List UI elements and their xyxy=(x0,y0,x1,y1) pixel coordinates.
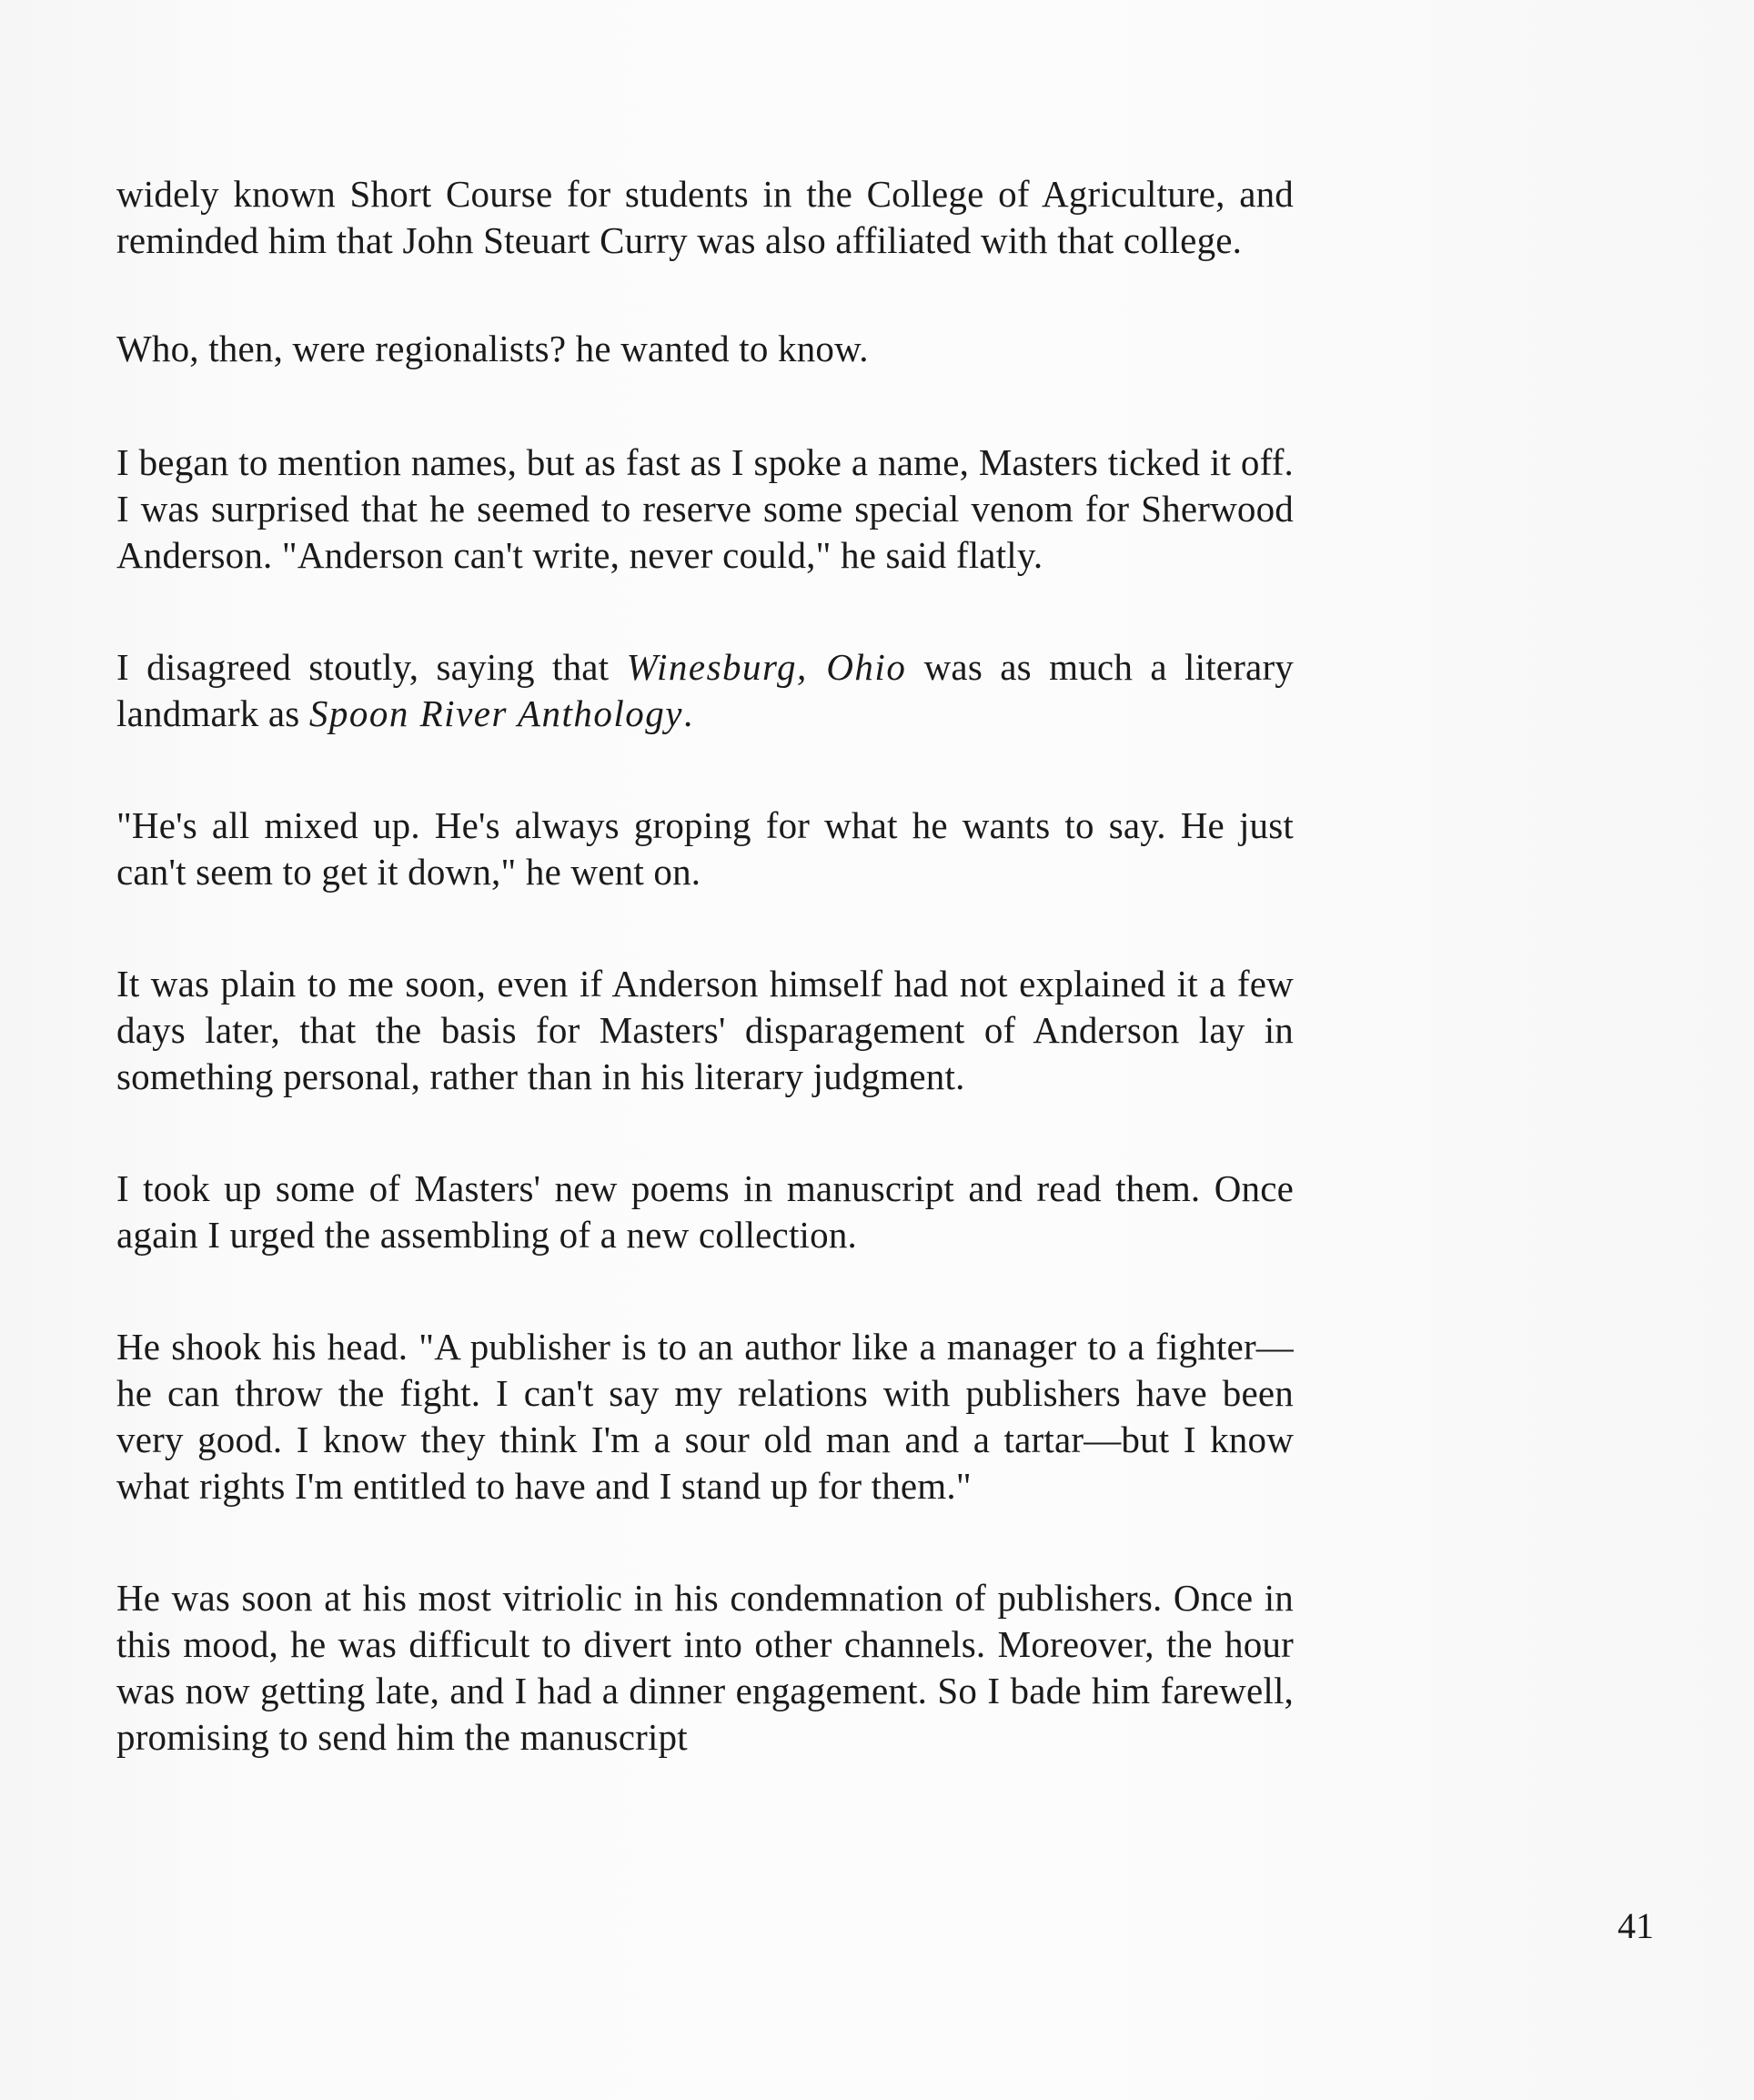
paragraph-3: I began to mention names, but as fast as I spoke a name, Masters ticked it off. I was surprised that he seemed to reserve some special venom for Sherwood Anderson. "Anderson can't write, never could," he said flatly. xyxy=(116,441,1294,576)
paragraph-4 xyxy=(116,644,1294,737)
paragraph-4-after: . xyxy=(682,692,693,734)
page-number: 41 xyxy=(1618,1905,1654,1946)
paragraph-2: Who, then, were regionalists? he wanted to know. xyxy=(116,328,869,369)
paragraph-1: widely known Short Course for students in the College of Agriculture, and reminded him that John Steuart Curry was also affiliated with that college. xyxy=(116,173,1294,261)
book-title-winesburg: Winesburg, Ohio xyxy=(626,646,907,688)
paragraph-8: He shook his head. "A publisher is to an author like a manager to a fighter—he can throw the fight. I can't say my relations with publishers have been very good. I know they think I'm a sour old man and a tartar—but I know what rights I'm entitled to have and I stand up for them." xyxy=(116,1326,1294,1507)
paragraph-7: I took up some of Masters' new poems in manuscript and read them. Once again I urged the assembling of a new collection. xyxy=(116,1167,1294,1256)
body-text xyxy=(116,171,1294,1761)
paragraph-4-before: I disagreed stoutly, saying that xyxy=(116,646,627,688)
paragraph-4-middle: was as much a literary landmark as xyxy=(116,646,1295,734)
paragraph-9: He was soon at his most vitriolic in his condemnation of publishers. Once in this mood, he was difficult to divert into other channels. Moreover, the hour was now getting late, and I had a dinner engagement. So I bade him farewell, promising to send him the manuscript xyxy=(116,1577,1294,1758)
paragraph-6: It was plain to me soon, even if Anderson himself had not explained it a few days later, that the basis for Masters' disparagement of Anderson lay in something personal, rather than in his literary judgment. xyxy=(116,963,1294,1097)
book-title-spoon-river: Spoon River Anthology xyxy=(308,692,683,734)
paragraph-5: "He's all mixed up. He's always groping for what he wants to say. He just can't seem to get it down," he went on. xyxy=(116,804,1294,893)
